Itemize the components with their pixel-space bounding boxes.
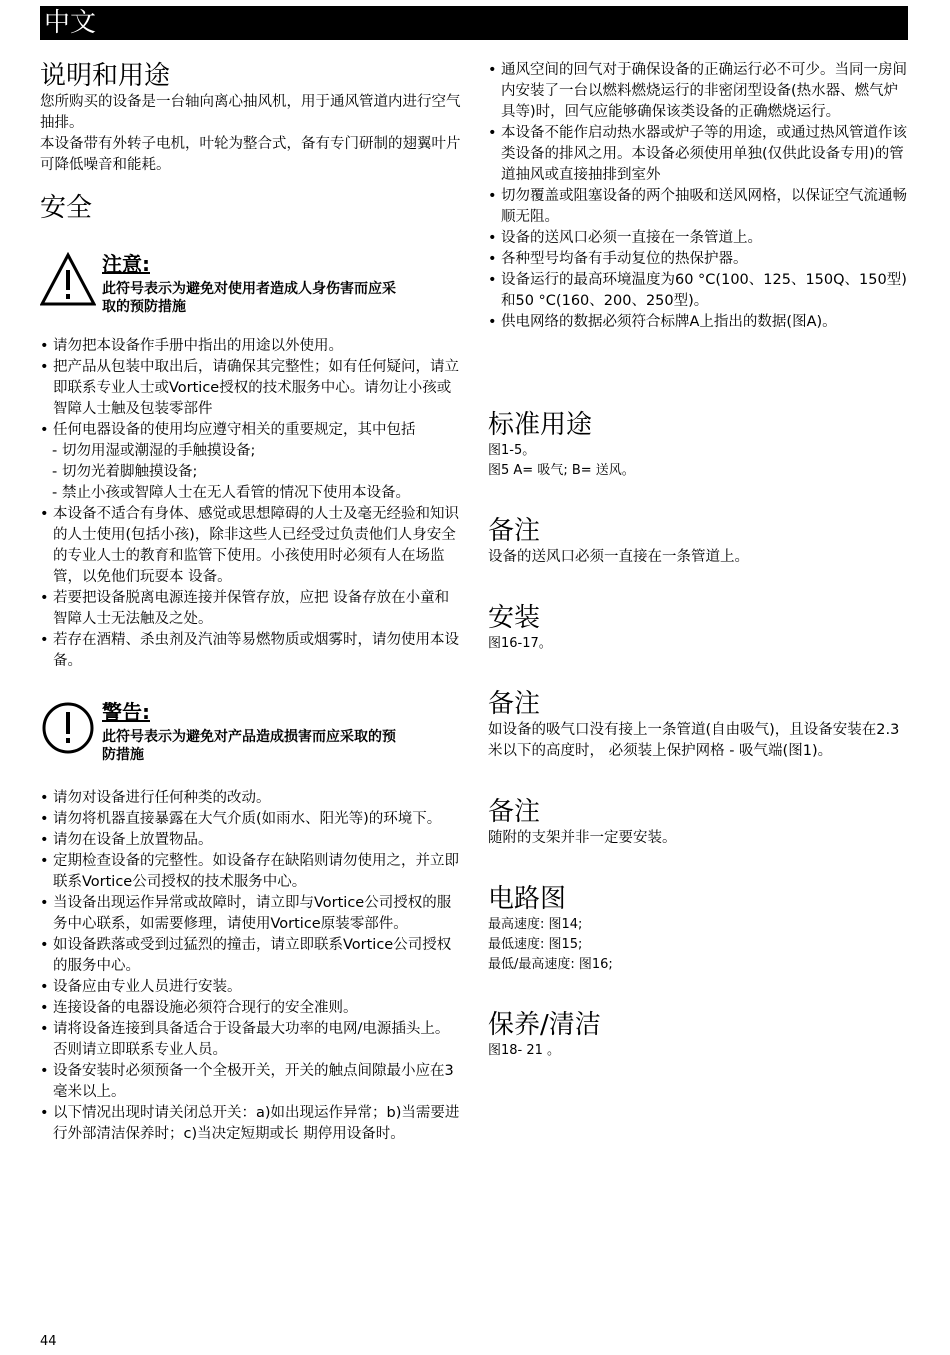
caution-list	[40, 336, 462, 441]
caution-box	[40, 252, 462, 332]
caution-list-continued	[40, 504, 462, 672]
list-item: • 设备安装时必须预备一个全极开关，开关的触点间隙最小应在3毫米以上。	[40, 1061, 462, 1103]
warning-box	[40, 700, 462, 788]
standard-use-line: 图5 A= 吸气; B= 送风。	[488, 463, 635, 478]
installation-text: 图16-17。	[488, 636, 552, 651]
caution-title: 注意:	[102, 252, 150, 276]
list-item: • 设备运行的最高环境温度为60 °C(100、125、150Q、150型)和50 °C(160、200、250型)。	[488, 270, 908, 312]
note-heading: 备注	[488, 516, 541, 546]
list-item: • 各种型号均备有手动复位的热保护器。	[488, 249, 908, 270]
list-item: • 把产品从包装中取出后，请确保其完整性；如有任何疑问，请立即联系专业人士或Vortice授权的技术服务中心。请勿让小孩或智障人士触及包装零部件	[40, 357, 462, 420]
intro-heading: 说明和用途	[40, 61, 171, 91]
language-header: 中文	[40, 6, 908, 40]
list-item: • 任何电器设备的使用均应遵守相关的重要规定，其中包括	[40, 420, 462, 441]
list-item: • 通风空间的回气对于确保设备的正确运行必不可少。当同一房间内安装了一台以燃料燃烧运行的非密闭型设备(热水器、燃气炉具等)时，回气应能够确保该类设备的正确燃烧运行。	[488, 60, 908, 123]
list-item: • 请勿把本设备作手册中指出的用途以外使用。	[40, 336, 462, 357]
list-item: • 请将设备连接到具备适合于设备最大功率的电网/电源插头上。 否则请立即联系专业人员。	[40, 1019, 462, 1061]
wiring-line: 最低速度: 图15;	[488, 937, 583, 952]
warning-title: 警告:	[102, 700, 150, 724]
right-column	[488, 60, 908, 1061]
list-item: • 设备的送风口必须一直接在一条管道上。	[488, 228, 908, 249]
note-heading: 备注	[488, 689, 541, 719]
sub-list-item: - 切勿光着脚触摸设备;	[52, 462, 462, 483]
wiring-line: 最高速度: 图14;	[488, 917, 583, 932]
list-item: • 设备应由专业人员进行安装。	[40, 977, 462, 998]
exclamation-circle-icon	[40, 700, 96, 756]
list-item: • 请勿将机器直接暴露在大气介质(如雨水、阳光等)的环境下。	[40, 809, 462, 830]
sub-list-item: - 禁止小孩或智障人士在无人看管的情况下使用本设备。	[52, 483, 462, 504]
standard-use-heading: 标准用途	[488, 410, 593, 440]
list-item: • 连接设备的电器设施必须符合现行的安全准则。	[40, 998, 462, 1019]
caution-sublist	[40, 441, 462, 504]
list-item: • 若要把设备脱离电源连接并保管存放，应把 设备存放在小童和智障人士无法触及之处。	[40, 588, 462, 630]
page-number: 44	[40, 1334, 57, 1349]
list-item: • 请勿对设备进行任何种类的改动。	[40, 788, 462, 809]
note-text: 设备的送风口必须一直接在一条管道上。	[488, 549, 749, 565]
intro-paragraph: 您所购买的设备是一台轴向离心抽风机，用于通风管道内进行空气抽排。	[40, 94, 461, 131]
caution-description: 此符号表示为避免对使用者造成人身伤害而应采取的预防措施	[102, 281, 396, 315]
safety-list-continued	[488, 60, 908, 333]
wiring-heading: 电路图	[488, 884, 567, 914]
wiring-line: 最低/最高速度: 图16;	[488, 957, 613, 972]
list-item: • 如设备跌落或受到过猛烈的撞击，请立即联系Vortice公司授权的服务中心。	[40, 935, 462, 977]
list-item: • 本设备不能作启动热水器或炉子等的用途，或通过热风管道作该类设备的排风之用。本设备必须使用单独(仅供此设备专用)的管道抽风或直接抽排到室外	[488, 123, 908, 186]
warning-list	[40, 788, 462, 1145]
list-item: • 本设备不适合有身体、感觉或思想障碍的人士及毫无经验和知识的人士使用(包括小孩)，除非这些人已经受过负责他们人身安全的专业人士的教育和监管下使用。小孩使用时必须有人在场监管，以免他们玩耍本 设备。	[40, 504, 462, 588]
warning-triangle-icon	[40, 252, 96, 308]
warning-description: 此符号表示为避免对产品造成损害而应采取的预防措施	[102, 729, 396, 763]
maintenance-heading: 保养/清洁	[488, 1010, 601, 1040]
list-item: • 供电网络的数据必须符合标牌A上指出的数据(图A)。	[488, 312, 908, 333]
safety-heading: 安全	[40, 193, 93, 223]
note-text: 如设备的吸气口没有接上一条管道(自由吸气)，且设备安装在2.3米以下的高度时， 必须装上保护网格 - 吸气端(图1)。	[488, 722, 900, 759]
list-item: • 请勿在设备上放置物品。	[40, 830, 462, 851]
list-item: • 当设备出现运作异常或故障时，请立即与Vortice公司授权的服务中心联系，如需要修理，请使用Vortice原装零部件。	[40, 893, 462, 935]
sub-list-item: - 切勿用湿或潮湿的手触摸设备;	[52, 441, 462, 462]
list-item: • 定期检查设备的完整性。如设备存在缺陷则请勿使用之，并立即联系Vortice公司授权的技术服务中心。	[40, 851, 462, 893]
note-text: 随附的支架并非一定要安装。	[488, 830, 677, 846]
intro-paragraph: 本设备带有外转子电机，叶轮为整合式，备有专门研制的翅翼叶片可降低噪音和能耗。	[40, 136, 461, 173]
maintenance-text: 图18- 21 。	[488, 1043, 561, 1058]
installation-heading: 安装	[488, 603, 541, 633]
note-heading: 备注	[488, 797, 541, 827]
left-column	[40, 60, 462, 1145]
standard-use-line: 图1-5。	[488, 443, 536, 458]
list-item: • 若存在酒精、杀虫剂及汽油等易燃物质或烟雾时，请勿使用本设备。	[40, 630, 462, 672]
list-item: • 以下情况出现时请关闭总开关：a)如出现运作异常；b)当需要进行外部清洁保养时；c)当决定短期或长 期停用设备时。	[40, 1103, 462, 1145]
list-item: • 切勿覆盖或阻塞设备的两个抽吸和送风网格，以保证空气流通畅顺无阻。	[488, 186, 908, 228]
